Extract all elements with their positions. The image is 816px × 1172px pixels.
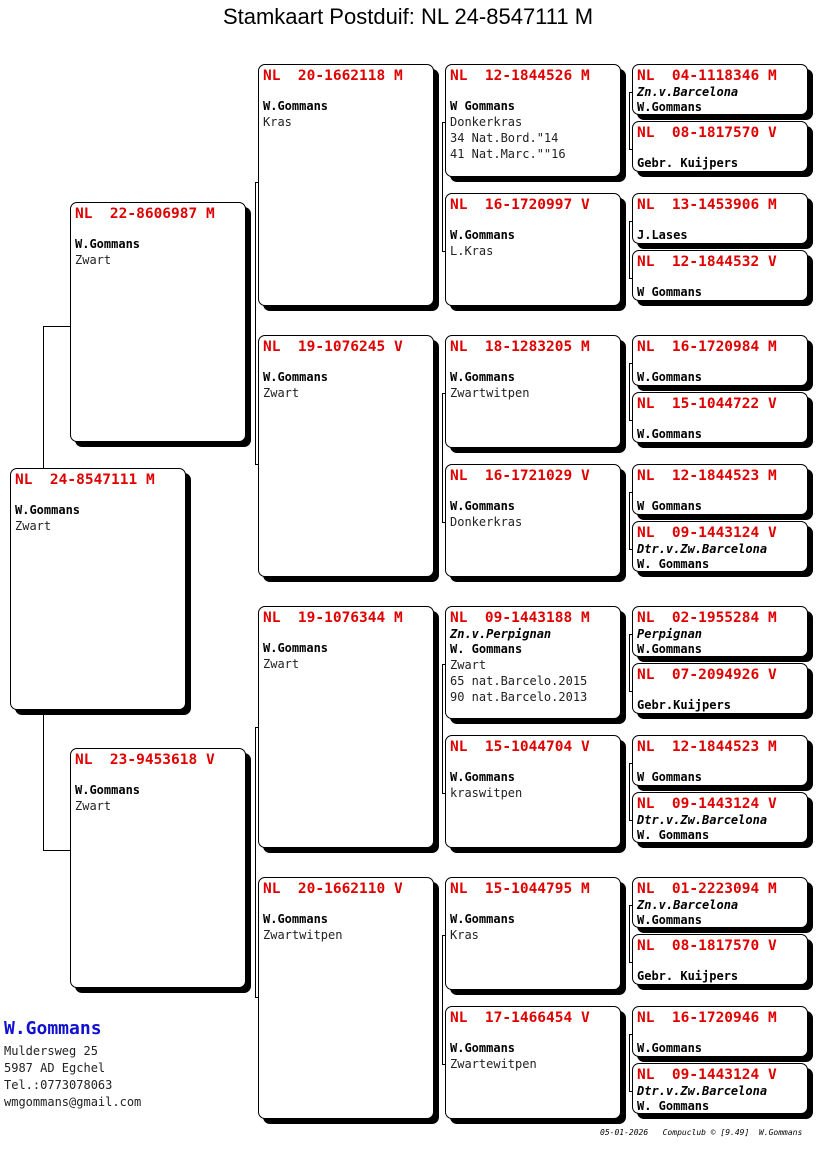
ring-number: NL 20-1662118 M bbox=[263, 68, 403, 84]
owner-name: W.Gommans bbox=[450, 370, 516, 384]
ring-number: NL 01-2223094 M bbox=[637, 881, 777, 897]
connector-line bbox=[629, 492, 630, 549]
spacer bbox=[637, 271, 803, 285]
owner-name: W. Gommans bbox=[450, 642, 523, 656]
owner-name: W Gommans bbox=[637, 285, 703, 299]
owner-name: W.Gommans bbox=[637, 642, 703, 656]
great-great-grandparent-card bbox=[632, 392, 808, 443]
connector-line bbox=[442, 664, 443, 793]
owner-name: W. Gommans bbox=[637, 557, 710, 571]
ring-number: NL 17-1466454 V bbox=[450, 1010, 590, 1026]
pigeon-note: Zn.v.Barcelona bbox=[637, 898, 739, 912]
ring-number: NL 18-1283205 M bbox=[450, 339, 590, 355]
owner-name: W. Gommans bbox=[637, 828, 710, 842]
ring-number: NL 12-1844532 V bbox=[637, 254, 777, 270]
ring-number: NL 09-1443124 V bbox=[637, 796, 777, 812]
info-line: 41 Nat.Marc.""16 bbox=[450, 147, 566, 161]
spacer bbox=[637, 413, 803, 427]
ring-number: NL 07-2094926 V bbox=[637, 667, 777, 683]
info-line: Zwart bbox=[75, 253, 112, 267]
spacer bbox=[450, 85, 616, 99]
page-title: Stamkaart Postduif: NL 24-8547111 M bbox=[222, 4, 594, 29]
grandparent-card bbox=[258, 335, 434, 577]
spacer bbox=[637, 142, 803, 156]
info-line: Zwartwitpen bbox=[263, 928, 343, 942]
great-great-grandparent-card bbox=[632, 792, 808, 843]
spacer bbox=[75, 769, 241, 783]
spacer bbox=[450, 756, 616, 770]
pigeon-note: Dtr.v.Zw.Barcelona bbox=[637, 542, 768, 556]
grandparent-card bbox=[258, 877, 434, 1119]
print-credit: 05-01-2026 Compuclub © [9.49] W.Gommans bbox=[600, 1128, 803, 1137]
great-grandparent-card bbox=[445, 1006, 621, 1119]
spacer bbox=[637, 756, 803, 770]
great-great-grandparent-card bbox=[632, 193, 808, 244]
spacer bbox=[450, 356, 616, 370]
ring-number: NL 22-8606987 M bbox=[75, 206, 215, 222]
info-line: Zwart bbox=[263, 386, 300, 400]
spacer bbox=[637, 1027, 803, 1041]
owner-name: W.Gommans bbox=[450, 1041, 516, 1055]
breeder-street: Muldersweg 25 bbox=[4, 1044, 98, 1058]
great-great-grandparent-card bbox=[632, 250, 808, 301]
connector-line bbox=[255, 727, 256, 997]
ring-number: NL 12-1844526 M bbox=[450, 68, 590, 84]
great-great-grandparent-card bbox=[632, 1006, 808, 1057]
ring-number: NL 04-1118346 M bbox=[637, 68, 777, 84]
info-line: 65 nat.Barcelo.2015 bbox=[450, 674, 588, 688]
owner-name: W.Gommans bbox=[75, 783, 141, 797]
spacer bbox=[637, 485, 803, 499]
ring-number: NL 24-8547111 M bbox=[15, 472, 155, 488]
spacer bbox=[450, 485, 616, 499]
connector-line bbox=[442, 122, 443, 251]
subject-pigeon-card bbox=[10, 468, 186, 710]
ring-number: NL 16-1720997 V bbox=[450, 197, 590, 213]
grandparent-card bbox=[258, 606, 434, 848]
spacer bbox=[75, 223, 241, 237]
great-grandparent-card bbox=[445, 64, 621, 177]
great-great-grandparent-card bbox=[632, 735, 808, 786]
info-line: 34 Nat.Bord."14 bbox=[450, 131, 559, 145]
ring-number: NL 02-1955284 M bbox=[637, 610, 777, 626]
owner-name: W Gommans bbox=[637, 770, 703, 784]
ring-number: NL 15-1044795 M bbox=[450, 881, 590, 897]
ring-number: NL 09-1443188 M bbox=[450, 610, 590, 626]
connector-line bbox=[629, 92, 630, 149]
spacer bbox=[263, 85, 429, 99]
info-line: Kras bbox=[263, 115, 292, 129]
spacer bbox=[637, 356, 803, 370]
owner-name: W. Gommans bbox=[637, 1099, 710, 1113]
ring-number: NL 16-1721029 V bbox=[450, 468, 590, 484]
info-line: Zwartwitpen bbox=[450, 386, 530, 400]
ring-number: NL 13-1453906 M bbox=[637, 197, 777, 213]
great-grandparent-card bbox=[445, 606, 621, 719]
pigeon-note: Perpignan bbox=[637, 627, 703, 641]
great-grandparent-card bbox=[445, 335, 621, 448]
info-line: kraswitpen bbox=[450, 786, 523, 800]
connector-line bbox=[43, 850, 70, 851]
spacer bbox=[450, 214, 616, 228]
owner-name: J.Lases bbox=[637, 228, 688, 242]
owner-name: W.Gommans bbox=[75, 237, 141, 251]
owner-name: Gebr. Kuijpers bbox=[637, 156, 739, 170]
great-great-grandparent-card bbox=[632, 521, 808, 572]
ring-number: NL 09-1443124 V bbox=[637, 1067, 777, 1083]
owner-name: W.Gommans bbox=[263, 641, 329, 655]
breeder-phone: Tel.:0773078063 bbox=[4, 1078, 113, 1092]
pigeon-note: Zn.v.Barcelona bbox=[637, 85, 739, 99]
breeder-postcode: 5987 AD Egchel bbox=[4, 1061, 106, 1075]
owner-name: W.Gommans bbox=[263, 370, 329, 384]
great-great-grandparent-card bbox=[632, 606, 808, 657]
connector-line bbox=[442, 935, 443, 1064]
ring-number: NL 09-1443124 V bbox=[637, 525, 777, 541]
great-great-grandparent-card bbox=[632, 663, 808, 714]
connector-line bbox=[442, 393, 443, 522]
pigeon-note: Dtr.v.Zw.Barcelona bbox=[637, 1084, 768, 1098]
owner-name: W.Gommans bbox=[637, 100, 703, 114]
owner-name: W Gommans bbox=[450, 99, 516, 113]
great-grandparent-card bbox=[445, 464, 621, 577]
info-line: Zwart bbox=[450, 658, 487, 672]
sire-card bbox=[70, 202, 246, 442]
grandparent-card bbox=[258, 64, 434, 306]
info-line: Zwartewitpen bbox=[450, 1057, 537, 1071]
info-line: Donkerkras bbox=[450, 115, 523, 129]
connector-line bbox=[629, 905, 630, 962]
dam-card bbox=[70, 748, 246, 988]
connector-line bbox=[629, 634, 630, 691]
owner-name: W.Gommans bbox=[450, 228, 516, 242]
pigeon-note: Zn.v.Perpignan bbox=[450, 627, 552, 641]
owner-name: W Gommans bbox=[637, 499, 703, 513]
owner-name: W.Gommans bbox=[450, 499, 516, 513]
connector-line bbox=[629, 363, 630, 420]
ring-number: NL 15-1044704 V bbox=[450, 739, 590, 755]
great-grandparent-card bbox=[445, 193, 621, 306]
great-great-grandparent-card bbox=[632, 464, 808, 515]
ring-number: NL 16-1720984 M bbox=[637, 339, 777, 355]
great-great-grandparent-card bbox=[632, 877, 808, 928]
breeder-email: wmgommans@gmail.com bbox=[4, 1095, 142, 1109]
spacer bbox=[450, 898, 616, 912]
owner-name: W.Gommans bbox=[15, 503, 81, 517]
owner-name: W.Gommans bbox=[637, 913, 703, 927]
ring-number: NL 19-1076344 M bbox=[263, 610, 403, 626]
spacer bbox=[263, 627, 429, 641]
owner-name: W.Gommans bbox=[450, 912, 516, 926]
owner-name: W.Gommans bbox=[263, 99, 329, 113]
ring-number: NL 08-1817570 V bbox=[637, 938, 777, 954]
great-great-grandparent-card bbox=[632, 64, 808, 115]
info-line: Donkerkras bbox=[450, 515, 523, 529]
spacer bbox=[450, 1027, 616, 1041]
info-line: Zwart bbox=[263, 657, 300, 671]
info-line: Kras bbox=[450, 928, 479, 942]
ring-number: NL 08-1817570 V bbox=[637, 125, 777, 141]
owner-name: W.Gommans bbox=[637, 370, 703, 384]
owner-name: Gebr.Kuijpers bbox=[637, 698, 731, 712]
great-great-grandparent-card bbox=[632, 121, 808, 172]
spacer bbox=[263, 898, 429, 912]
owner-name: Gebr. Kuijpers bbox=[637, 969, 739, 983]
info-line: Zwart bbox=[75, 799, 112, 813]
connector-line bbox=[629, 763, 630, 820]
breeder-name: W.Gommans bbox=[4, 1018, 102, 1039]
owner-name: W.Gommans bbox=[637, 1041, 703, 1055]
owner-name: W.Gommans bbox=[263, 912, 329, 926]
spacer bbox=[637, 684, 803, 698]
ring-number: NL 20-1662110 V bbox=[263, 881, 403, 897]
great-great-grandparent-card bbox=[632, 934, 808, 985]
spacer bbox=[15, 489, 181, 503]
ring-number: NL 15-1044722 V bbox=[637, 396, 777, 412]
great-grandparent-card bbox=[445, 735, 621, 848]
ring-number: NL 12-1844523 M bbox=[637, 739, 777, 755]
great-great-grandparent-card bbox=[632, 1063, 808, 1114]
great-great-grandparent-card bbox=[632, 335, 808, 386]
connector-line bbox=[629, 221, 630, 278]
spacer bbox=[263, 356, 429, 370]
ring-number: NL 23-9453618 V bbox=[75, 752, 215, 768]
owner-name: W.Gommans bbox=[637, 427, 703, 441]
owner-name: W.Gommans bbox=[450, 770, 516, 784]
spacer bbox=[637, 214, 803, 228]
connector-line bbox=[43, 326, 70, 327]
connector-line bbox=[255, 182, 256, 464]
ring-number: NL 12-1844523 M bbox=[637, 468, 777, 484]
info-line: L.Kras bbox=[450, 244, 494, 258]
info-line: 90 nat.Barcelo.2013 bbox=[450, 690, 588, 704]
spacer bbox=[637, 955, 803, 969]
pigeon-note: Dtr.v.Zw.Barcelona bbox=[637, 813, 768, 827]
info-line: Zwart bbox=[15, 519, 52, 533]
ring-number: NL 16-1720946 M bbox=[637, 1010, 777, 1026]
great-grandparent-card bbox=[445, 877, 621, 990]
connector-line bbox=[629, 1034, 630, 1091]
ring-number: NL 19-1076245 V bbox=[263, 339, 403, 355]
